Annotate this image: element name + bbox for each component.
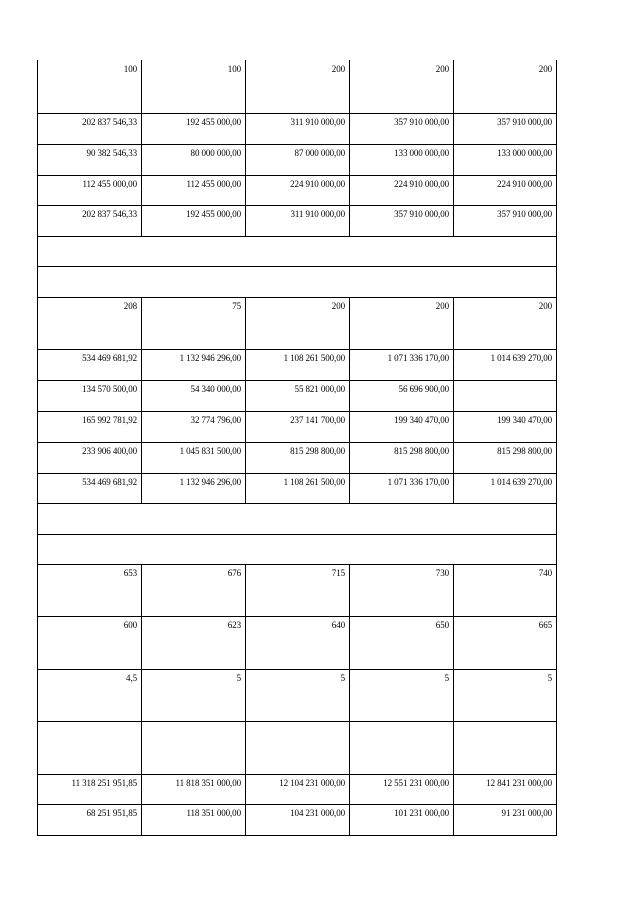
table-cell: 640 (245, 617, 349, 669)
table-cell: 740 (453, 565, 557, 616)
table-cell: 600 (37, 617, 141, 669)
table-cell: 623 (141, 617, 245, 669)
table-cell: 1 071 336 170,00 (349, 474, 453, 503)
table-cell: 87 000 000,00 (245, 145, 349, 175)
table-cell: 118 351 000,00 (141, 805, 245, 835)
table-cell: 200 (349, 298, 453, 349)
table-row (37, 670, 557, 722)
table-cell: 12 551 231 000,00 (349, 775, 453, 804)
section-divider-row (37, 504, 557, 535)
table-cell: 676 (141, 565, 245, 616)
table-cell: 715 (245, 565, 349, 616)
table-cell: 357 910 000,00 (349, 114, 453, 144)
table-cell: 112 455 000,00 (37, 176, 141, 205)
table-cell: 815 298 800,00 (453, 443, 557, 473)
table-cell: 192 455 000,00 (141, 206, 245, 236)
table-cell: 12 841 231 000,00 (453, 775, 557, 804)
table-cell: 134 570 500,00 (37, 381, 141, 411)
table-cell: 730 (349, 565, 453, 616)
table-cell: 665 (453, 617, 557, 669)
table-cell (245, 722, 349, 774)
table-cell: 224 910 000,00 (245, 176, 349, 205)
table-cell: 32 774 796,00 (141, 412, 245, 442)
table-cell: 54 340 000,00 (141, 381, 245, 411)
table-cell: 68 251 951,85 (37, 805, 141, 835)
table-cell: 5 (245, 670, 349, 721)
table-cell: 1 071 336 170,00 (349, 350, 453, 380)
table-cell: 100 (141, 60, 245, 113)
table-cell: 5 (349, 670, 453, 721)
table-cell: 200 (245, 298, 349, 349)
table-row (37, 474, 557, 504)
table-cell: 357 910 000,00 (453, 206, 557, 236)
table-row (37, 381, 557, 412)
table-cell: 224 910 000,00 (453, 176, 557, 205)
table-row (37, 722, 557, 775)
table-cell: 1 132 946 296,00 (141, 474, 245, 503)
table-row (37, 114, 557, 145)
table-cell: 199 340 470,00 (453, 412, 557, 442)
section-divider-row (37, 535, 557, 565)
table-row (37, 617, 557, 670)
data-table (37, 60, 557, 836)
table-cell: 815 298 800,00 (245, 443, 349, 473)
table-cell: 357 910 000,00 (349, 206, 453, 236)
table-cell: 90 382 546,33 (37, 145, 141, 175)
table-cell: 4,5 (37, 670, 141, 721)
table-cell: 55 821 000,00 (245, 381, 349, 411)
table-cell: 200 (453, 298, 557, 349)
table-cell: 101 231 000,00 (349, 805, 453, 835)
table-cell: 12 104 231 000,00 (245, 775, 349, 804)
table-cell: 224 910 000,00 (349, 176, 453, 205)
table-cell: 112 455 000,00 (141, 176, 245, 205)
table-row (37, 775, 557, 805)
table-cell: 91 231 000,00 (453, 805, 557, 835)
table-cell: 200 (349, 60, 453, 113)
table-cell: 192 455 000,00 (141, 114, 245, 144)
table-cell: 11 818 351 000,00 (141, 775, 245, 804)
table-cell: 11 318 251 951,85 (37, 775, 141, 804)
section-divider-row (37, 267, 557, 298)
table-row (37, 443, 557, 474)
table-cell: 1 045 831 500,00 (141, 443, 245, 473)
table-cell: 237 141 700,00 (245, 412, 349, 442)
table-cell: 815 298 800,00 (349, 443, 453, 473)
table-cell: 1 014 639 270,00 (453, 350, 557, 380)
table-cell: 200 (453, 60, 557, 113)
table-cell: 202 837 546,33 (37, 206, 141, 236)
table-cell: 653 (37, 565, 141, 616)
table-cell (453, 722, 557, 774)
table-cell: 1 108 261 500,00 (245, 474, 349, 503)
table-cell: 133 000 000,00 (349, 145, 453, 175)
table-cell (37, 722, 141, 774)
table-row (37, 350, 557, 381)
table-row (37, 60, 557, 114)
section-divider-row (37, 237, 557, 267)
table-cell: 5 (141, 670, 245, 721)
table-cell: 1 108 261 500,00 (245, 350, 349, 380)
table-cell (453, 381, 557, 411)
table-cell (349, 722, 453, 774)
table-row (37, 565, 557, 617)
table-cell: 100 (37, 60, 141, 113)
table-cell: 311 910 000,00 (245, 114, 349, 144)
table-cell: 534 469 681,92 (37, 474, 141, 503)
table-cell: 650 (349, 617, 453, 669)
table-row (37, 206, 557, 237)
table-cell: 75 (141, 298, 245, 349)
table-cell: 1 132 946 296,00 (141, 350, 245, 380)
table-row (37, 412, 557, 443)
table-cell: 357 910 000,00 (453, 114, 557, 144)
table-cell: 80 000 000,00 (141, 145, 245, 175)
table-cell (141, 722, 245, 774)
table-cell: 104 231 000,00 (245, 805, 349, 835)
table-cell: 311 910 000,00 (245, 206, 349, 236)
table-cell: 165 992 781,92 (37, 412, 141, 442)
table-row (37, 805, 557, 836)
table-cell: 5 (453, 670, 557, 721)
table-cell: 534 469 681,92 (37, 350, 141, 380)
table-row (37, 145, 557, 176)
table-cell: 133 000 000,00 (453, 145, 557, 175)
table-cell: 1 014 639 270,00 (453, 474, 557, 503)
table-row (37, 176, 557, 206)
table-cell: 199 340 470,00 (349, 412, 453, 442)
table-cell: 208 (37, 298, 141, 349)
table-cell: 200 (245, 60, 349, 113)
table-cell: 233 906 400,00 (37, 443, 141, 473)
table-row (37, 298, 557, 350)
table-cell: 56 696 900,00 (349, 381, 453, 411)
table-cell: 202 837 546,33 (37, 114, 141, 144)
